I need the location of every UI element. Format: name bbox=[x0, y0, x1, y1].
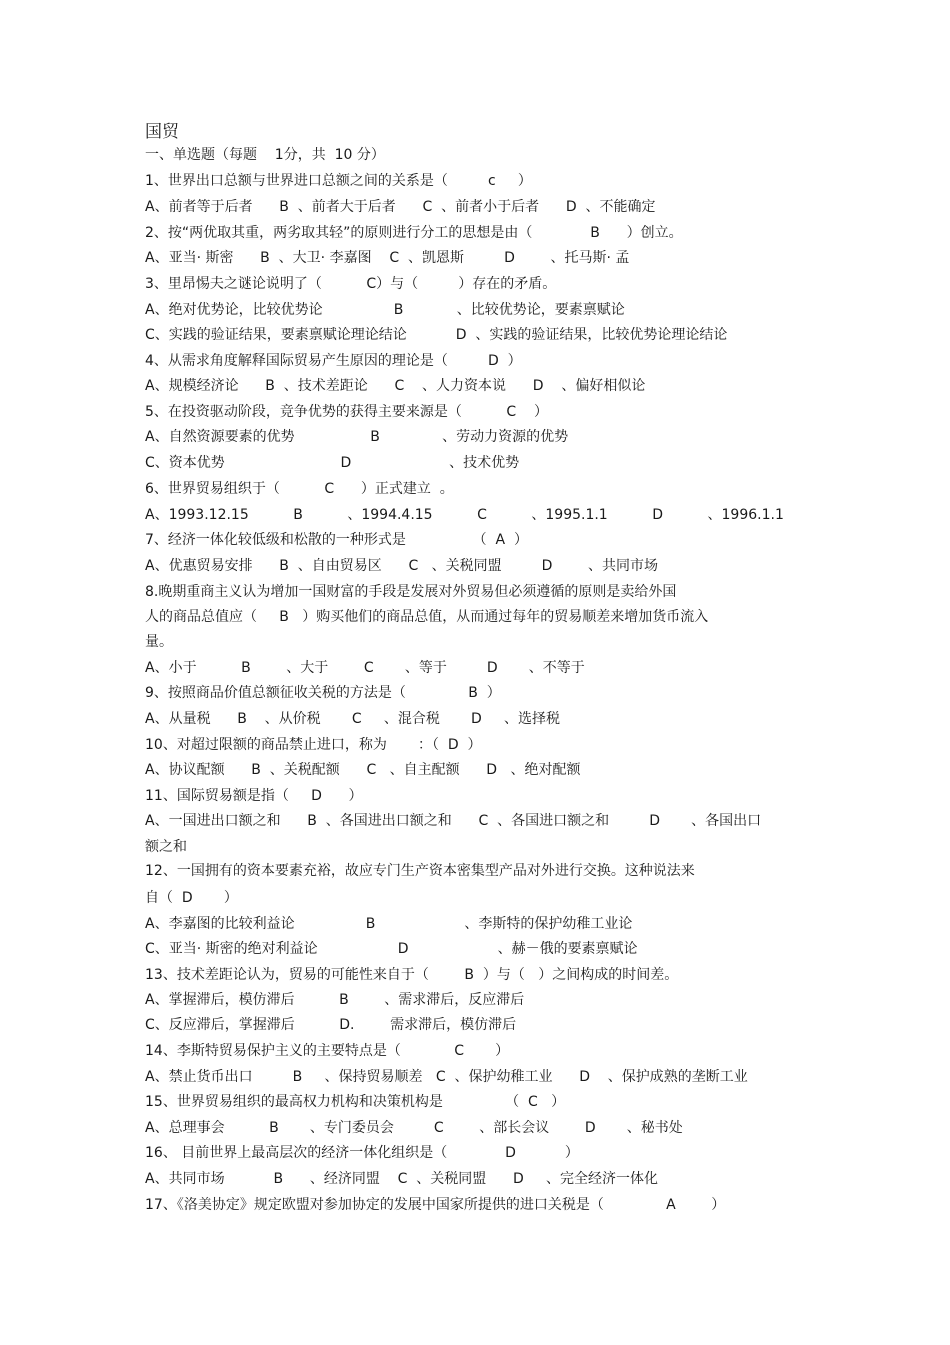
doc-title: 国贸 bbox=[145, 122, 179, 142]
text-line: 10、对超过限额的商品禁止进口，称为 ：（ D ） bbox=[145, 737, 482, 753]
text-line: A、1993.12.15 B 、1994.4.15 C 、1995.1.1 D 、1996.1.1 bbox=[145, 507, 784, 523]
text-line: C、实践的验证结果，要素禀赋论理论结论 D 、实践的验证结果，比较优势论理论结论 bbox=[145, 327, 728, 343]
text-line: C、反应滞后，掌握滞后 D. 需求滞后，模仿滞后 bbox=[145, 1017, 517, 1033]
text-line: A、李嘉图的比较利益论 B 、李斯特的保护幼稚工业论 bbox=[145, 916, 633, 932]
text-line: 17、《洛美协定》规定欧盟对参加协定的发展中国家所提供的进口关税是（ A ） bbox=[145, 1197, 726, 1213]
text-line: 13、技术差距论认为，贸易的可能性来自于（ B ）与（ ）之间构成的时间差。 bbox=[145, 967, 679, 983]
text-line: 9、按照商品价值总额征收关税的方法是（ B ） bbox=[145, 685, 501, 701]
text-line: A、掌握滞后，模仿滞后 B 、需求滞后，反应滞后 bbox=[145, 992, 525, 1008]
text-line: 6、世界贸易组织于（ C ）正式建立 。 bbox=[145, 481, 454, 497]
text-line: 11、国际贸易额是指（ D ） bbox=[145, 788, 363, 804]
text-line: A、自然资源要素的优势 B 、劳动力资源的优势 bbox=[145, 429, 569, 445]
text-line: 5、在投资驱动阶段，竞争优势的获得主要来源是（ C ） bbox=[145, 404, 548, 420]
text-line: 1、世界出口总额与世界进口总额之间的关系是（ c ） bbox=[145, 173, 532, 189]
text-line: 自（ D ） bbox=[145, 890, 238, 906]
text-line: A、规模经济论 B 、技术差距论 C 、人力资本说 D 、偏好相似论 bbox=[145, 378, 646, 394]
text-line: A、优惠贸易安排 B 、自由贸易区 C 、关税同盟 D 、共同市场 bbox=[145, 558, 659, 574]
text-line: 12、一国拥有的资本要素充裕，故应专门生产资本密集型产品对外进行交换。这种说法来 bbox=[145, 863, 695, 879]
text-line: 2、按“两优取其重，两劣取其轻”的原则进行分工的思想是由（ B ）创立。 bbox=[145, 225, 683, 241]
text-line: A、前者等于后者 B 、前者大于后者 C 、前者小于后者 D 、不能确定 bbox=[145, 199, 656, 215]
text-line: 14、李斯特贸易保护主义的主要特点是（ C ） bbox=[145, 1043, 510, 1059]
text-line: A、绝对优势论，比较优势论 B 、比较优势论，要素禀赋论 bbox=[145, 302, 625, 318]
text-line: 量。 bbox=[145, 634, 173, 650]
text-line: 15、世界贸易组织的最高权力机构和决策机构是 （ C ） bbox=[145, 1094, 566, 1110]
text-line: A、总理事会 B 、专门委员会 C 、部长会议 D 、秘书处 bbox=[145, 1120, 683, 1136]
text-line: A、一国进出口额之和 B 、各国进出口额之和 C 、各国进口额之和 D 、各国出口 bbox=[145, 813, 762, 829]
text-line: 4、从需求角度解释国际贸易产生原因的理论是（ D ） bbox=[145, 353, 522, 369]
text-line: 额之和 bbox=[145, 839, 187, 855]
text-line: C、资本优势 D 、技术优势 bbox=[145, 455, 520, 471]
text-line: 一、单选题（每题 1分，共 10 分） bbox=[145, 147, 385, 163]
text-line: A、禁止货币出口 B 、保持贸易顺差 C 、保护幼稚工业 D 、保护成熟的垄断工业 bbox=[145, 1069, 748, 1085]
text-line: 8.晚期重商主义认为增加一国财富的手段是发展对外贸易但必须遵循的原则是卖给外国 bbox=[145, 584, 677, 600]
text-line: A、小于 B 、大于 C 、等于 D 、不等于 bbox=[145, 660, 585, 676]
text-line: A、共同市场 B 、经济同盟 C 、关税同盟 D 、完全经济一体化 bbox=[145, 1171, 659, 1187]
text-line: 人的商品总值应（ B ）购买他们的商品总值，从而通过每年的贸易顺差来增加货币流入 bbox=[145, 609, 709, 625]
text-line: A、亚当· 斯密 B 、大卫· 李嘉图 C 、凯恩斯 D 、托马斯· 孟 bbox=[145, 250, 630, 266]
text-line: 16、 目前世界上最高层次的经济一体化组织是（ D ） bbox=[145, 1145, 579, 1161]
text-line: 7、经济一体化较低级和松散的一种形式是 （ A ） bbox=[145, 532, 529, 548]
text-line: C、亚当· 斯密的绝对利益论 D 、赫－俄的要素禀赋论 bbox=[145, 941, 638, 957]
text-line: A、从量税 B 、从价税 C 、混合税 D 、选择税 bbox=[145, 711, 561, 727]
text-line: 3、里昂惕夫之谜论说明了（ C）与（ ）存在的矛盾。 bbox=[145, 276, 557, 292]
text-line: A、协议配额 B 、关税配额 C 、自主配额 D 、绝对配额 bbox=[145, 762, 581, 778]
